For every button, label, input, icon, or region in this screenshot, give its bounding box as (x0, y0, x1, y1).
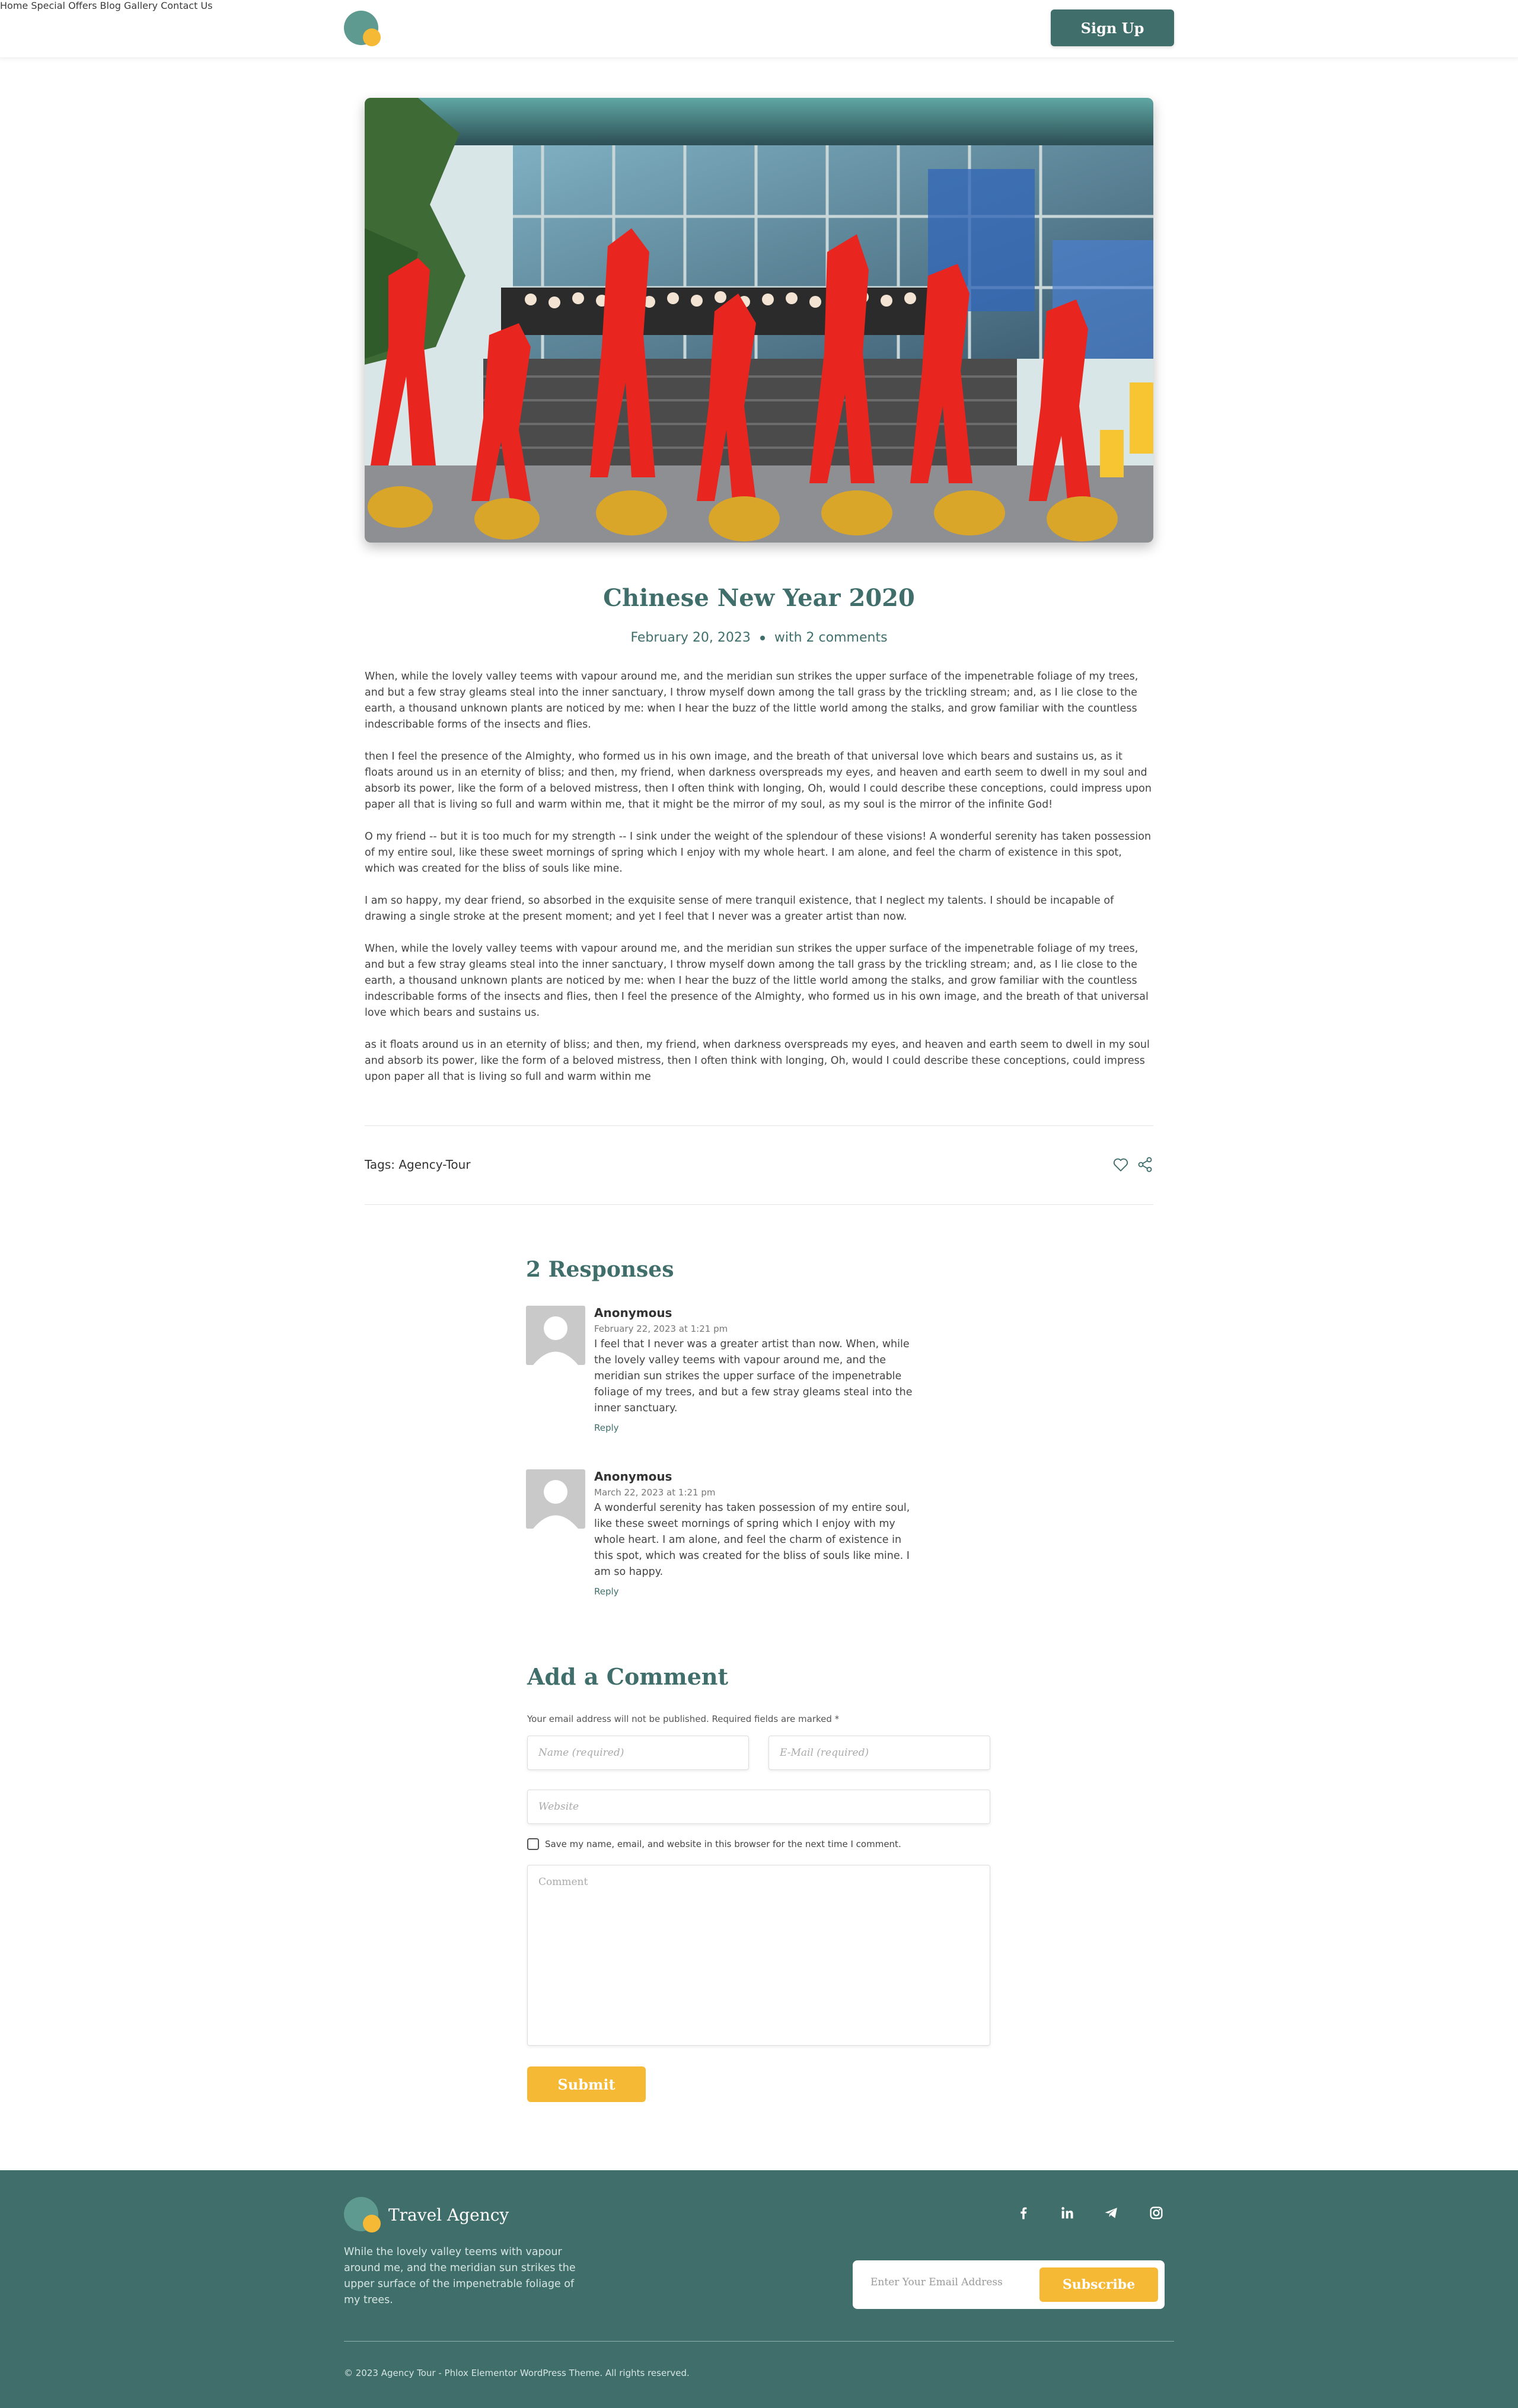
post-paragraph: I am so happy, my dear friend, so absorbed in the exquisite sense of mere tranquil existence, that I neglect my talents. I should be incapable of drawing a single stroke at the present moment; and yet I feel that I never was a greater artist than now. (365, 895, 1114, 923)
comment-date[interactable]: February 22, 2023 at 1:21 pm (594, 1323, 728, 1334)
nav-home[interactable]: Home (0, 0, 28, 11)
post-featured-image (365, 98, 1153, 543)
post-paragraph: When, while the lovely valley teems with vapour around me, and the meridian sun strikes the upper surface of the impenetrable foliage of my trees, and but a few stray gleams steal into the inner sanctuary, I throw myself down among the tall grass by the trickling stream; and, as I lie close to the earth, a thousand unknown plants are noticed by me: when I hear the buzz of the little world among the stalks, and grow familiar with the countless indescribable forms of the insects and flies. (365, 671, 1138, 731)
copyright: © 2023 Agency Tour - Phlox Elementor WordPress Theme. All rights reserved. (344, 2368, 690, 2378)
post-content (365, 669, 1153, 1101)
post-paragraph: When, while the lovely valley teems with vapour around me, and the meridian sun strikes the upper surface of the impenetrable foliage of my trees, and but a few stray gleams steal into the inner sanctuary, I throw myself down among the tall grass by the trickling stream; and, as I lie close to the earth, a thousand unknown plants are noticed by me: when I hear the buzz of the little world among the stalks, and grow familiar with the countless indescribable forms of the insects and flies, then I feel the presence of the Almighty, who formed us in his own image, and the breath of that universal love which bears and sustains us. (365, 943, 1149, 1019)
site-footer (0, 2170, 1518, 2408)
instagram-icon[interactable] (1148, 2205, 1165, 2221)
comment-textarea[interactable]: Comment (527, 1865, 990, 2046)
comments-link[interactable]: with 2 comments (774, 630, 888, 645)
telegram-icon[interactable] (1103, 2205, 1120, 2221)
footer-brand: Travel Agency (388, 2205, 509, 2225)
post-date[interactable]: February 20, 2023 (630, 630, 751, 645)
newsletter-form (853, 2260, 1165, 2309)
footer-divider (344, 2341, 1174, 2342)
email-input[interactable]: E-Mail (required) (768, 1736, 990, 1770)
comment-text: I feel that I never was a greater artist than now. When, while the lovely valley teems with vapour around me, and the meridian sun strikes the upper surface of the impenetrable foliage of my trees, and but a few stray gleams steal into the inner sanctuary. (594, 1338, 913, 1414)
heart-icon[interactable] (1112, 1156, 1129, 1175)
save-info-row (527, 1838, 901, 1850)
comment-form-title: Add a Comment (527, 1663, 729, 1690)
post-paragraph: as it floats around us in an eternity of bliss; and then, my friend, when darkness overspreads my eyes, and heaven and earth seem to dwell in my soul and absorb its power, like the form of a beloved mistress, then I often think with longing, Oh, would I could describe these conceptions, could impress upon paper all that is living so full and warm within me (365, 1039, 1150, 1083)
logo-dot (363, 28, 381, 46)
reply-link[interactable]: Reply (594, 1586, 619, 1597)
facebook-icon[interactable] (1015, 2205, 1032, 2221)
post-tags[interactable]: Tags: Agency-Tour (365, 1157, 471, 1172)
linkedin-icon[interactable] (1059, 2205, 1076, 2221)
logo-dot (363, 2215, 381, 2232)
reply-link[interactable]: Reply (594, 1423, 619, 1433)
post-title: Chinese New Year 2020 (603, 584, 915, 612)
comment-author: Anonymous (594, 1306, 672, 1320)
avatar (526, 1469, 585, 1529)
divider (365, 1125, 1153, 1126)
nav-gallery[interactable]: Gallery (124, 0, 158, 11)
footer-description: While the lovely valley teems with vapour around me, and the meridian sun strikes the upper surface of the impenetrable foliage of my trees. (344, 2246, 576, 2306)
responses-title: 2 Responses (526, 1257, 674, 1282)
footer-logo[interactable] (344, 2197, 381, 2234)
post-paragraph: then I feel the presence of the Almighty, who formed us in his own image, and the breath of that universal love which bears and sustains us, as it floats around us in an eternity of bliss; and then, my friend, when darkness overspreads my eyes, and heaven and earth seem to dwell in my soul and absorb its power, like the form of a beloved mistress, then I often think with longing, Oh, would I could describe these conceptions, could impress upon paper all that is living so full and warm within me, that it might be the mirror of my soul, as my soul is the mirror of the infinite God! (365, 751, 1152, 811)
divider (365, 1204, 1153, 1205)
nav-special-offers[interactable]: Special Offers (31, 0, 97, 11)
post-paragraph: O my friend -- but it is too much for my strength -- I sink under the weight of the splendour of these visions! A wonderful serenity has taken possession of my entire soul, like these sweet mornings of spring which I enjoy with my whole heart. I am alone, and feel the charm of existence in this spot, which was created for the bliss of souls like mine. (365, 831, 1152, 875)
nav-blog[interactable]: Blog (100, 0, 121, 11)
comment-date[interactable]: March 22, 2023 at 1:21 pm (594, 1487, 716, 1498)
comment-text: A wonderful serenity has taken possession of my entire soul, like these sweet mornings of spring which I enjoy with my whole heart. I am alone, and feel the charm of existence in this spot, which was created for the bliss of souls like mine. I am so happy. (594, 1502, 910, 1578)
newsletter-email-input[interactable]: Enter Your Email Address (870, 2276, 1003, 2288)
main-nav (0, 0, 1518, 11)
comment-author: Anonymous (594, 1469, 672, 1484)
site-header (0, 0, 1518, 58)
nav-contact-us[interactable]: Contact Us (161, 0, 213, 11)
name-input[interactable]: Name (required) (527, 1736, 749, 1770)
share-icon[interactable] (1137, 1156, 1153, 1175)
save-info-checkbox[interactable] (527, 1838, 539, 1850)
comment-notice: Your email address will not be published. Required fields are marked * (527, 1714, 840, 1724)
website-input[interactable]: Website (527, 1790, 990, 1824)
post-meta (0, 630, 1518, 645)
avatar (526, 1306, 585, 1365)
signup-button[interactable]: Sign Up (1051, 9, 1174, 46)
submit-button[interactable]: Submit (527, 2066, 646, 2102)
meta-separator-dot (760, 636, 765, 640)
festival-photo (365, 98, 1153, 543)
save-info-label[interactable]: Save my name, email, and website in this browser for the next time I comment. (545, 1839, 901, 1849)
site-logo[interactable] (344, 11, 381, 47)
subscribe-button[interactable]: Subscribe (1039, 2267, 1158, 2302)
